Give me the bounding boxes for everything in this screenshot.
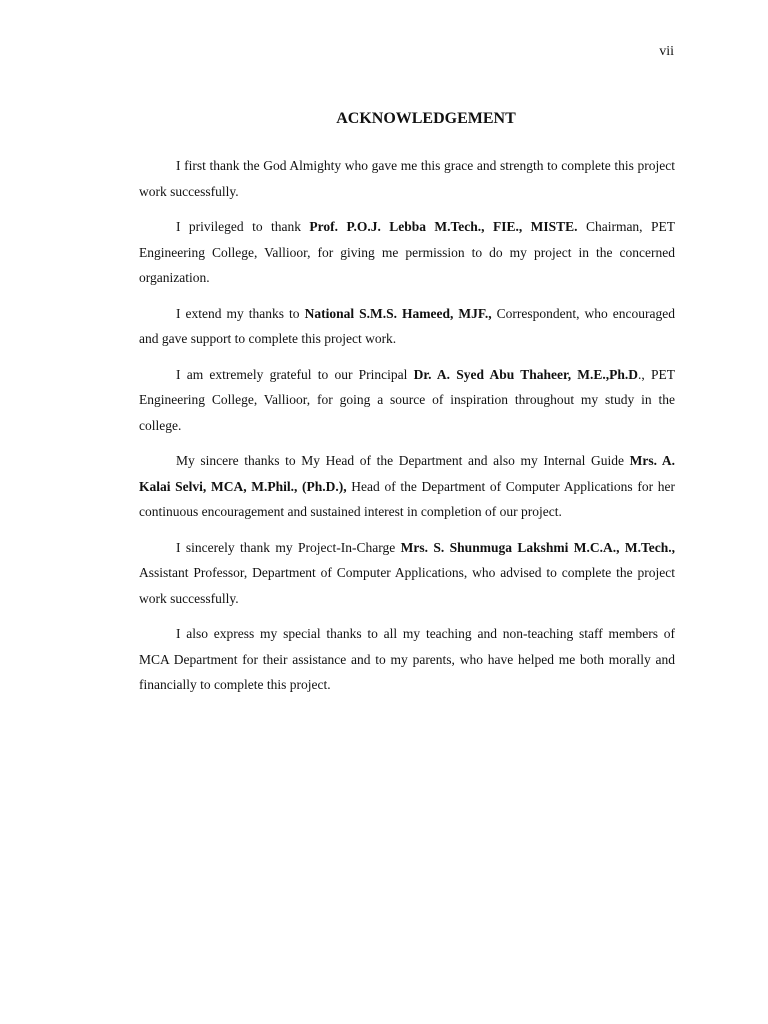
- paragraph-2: [139, 214, 675, 291]
- paragraph-text: I am extremely grateful to our Principal: [176, 366, 414, 382]
- paragraph-5: [139, 448, 675, 525]
- paragraph-text: Assistant Professor, Department of Computer Applications, who advised to complete the project work successfully.: [139, 565, 675, 606]
- project-incharge-name: Mrs. S. Shunmuga Lakshmi M.C.A., M.Tech.,: [400, 539, 676, 555]
- paragraph-text: My sincere thanks to My Head of the Department and also my Internal Guide: [176, 453, 630, 468]
- page-title: ACKNOWLEDGEMENT: [336, 110, 516, 127]
- paragraph-text: ., PET Engineering College, Vallioor, for going a source of inspiration throughout my study in the college.: [139, 366, 675, 433]
- paragraph-text: I also express my special thanks to all my teaching and non-teaching staff members of MCA Department for their assistance and to my parents, who have helped me both morally and financially to complete this project.: [139, 626, 675, 692]
- paragraph-text: Head of the Department of Computer Applications for her continuous encouragement and sustained interest in completion of our project.: [139, 478, 675, 519]
- paragraph-text: I extend my thanks to: [176, 305, 305, 321]
- paragraph-text: Chairman, PET Engineering College, Vallioor, for giving me permission to do my project in the concerned organization.: [139, 219, 675, 285]
- paragraph-7: [139, 621, 675, 698]
- correspondent-name: National S.M.S. Hameed, MJF.,: [304, 305, 492, 321]
- paragraph-1: [139, 153, 675, 204]
- chairman-name: Prof. P.O.J. Lebba M.Tech., FIE., MISTE.: [309, 219, 578, 234]
- paragraph-text: I first thank the God Almighty who gave me this grace and strength to complete this project work successfully.: [139, 158, 675, 199]
- paragraph-3: [139, 301, 675, 352]
- page-number: vii: [659, 44, 674, 59]
- paragraph-4: [139, 362, 675, 439]
- paragraph-text: I privileged to thank: [176, 219, 310, 234]
- hod-name: Mrs. A. Kalai Selvi, MCA, M.Phil., (Ph.D.),: [139, 453, 675, 494]
- paragraph-text: Correspondent, who encouraged and gave support to complete this project work.: [139, 305, 676, 346]
- acknowledgement-body: [139, 153, 675, 708]
- paragraph-6: [139, 535, 675, 612]
- paragraph-text: I sincerely thank my Project-In-Charge: [176, 539, 401, 555]
- principal-name: Dr. A. Syed Abu Thaheer, M.E.,Ph.D: [413, 366, 639, 382]
